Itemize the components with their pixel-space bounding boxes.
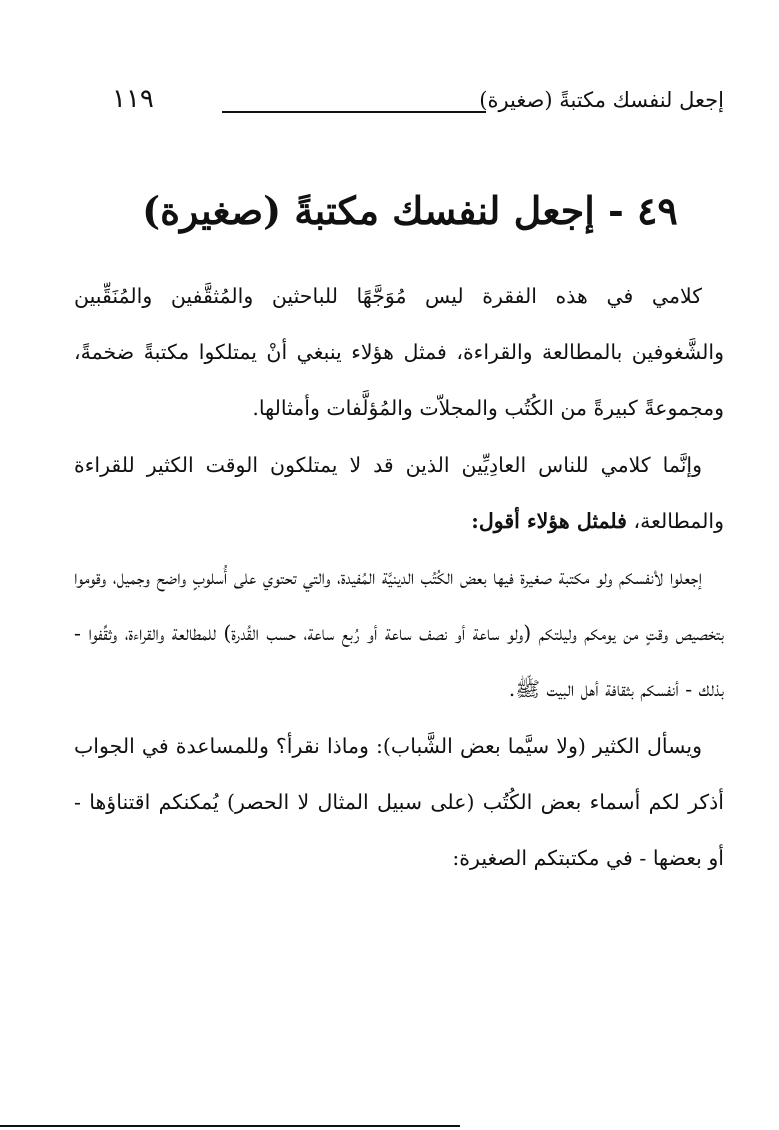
paragraph-1: كلامي في هذه الفقرة ليس مُوَجَّهًا للباحثين والمُثقَّفين والمُنَقِّبين والشَّغوفين بالمطالعة والقراءة، فمثل هؤلاء ينبغي أنْ يمتلكوا مكتبةً ضخمةً، ومجموعةً كبيرةً من الكُتُب والمجلاّت والمُؤلَّفات وأمثالها. <box>74 284 724 421</box>
paragraph-2-text: وإنَّما كلامي للناس العادِيِّين الذين قد لا يمتلكون الوقت الكثير للقراءة والمطالعة، <box>74 452 724 533</box>
header-rule <box>222 111 486 113</box>
footer-rule <box>0 1125 460 1127</box>
paragraph-3: إجعلوا لأنفسكم ولو مكتبة صغيرة فيها بعض الكُتُب الدينيَّة المُفيدة، والتي تحتوي على أُسلوبٍ واضح وجميل، وقوموا بتخصيص وقتٍ من يومكم وليلتكم (ولو ساعة أو نصف ساعة أو رُبع ساعة، حسب القُدرة) للمطالعة والقراءة، وثقِّفوا - بذلك - أنفسكم بثقافة أهل البيت ﷺ. <box>74 565 724 702</box>
page-number: ١١٩ <box>112 84 154 114</box>
running-header <box>112 84 724 124</box>
paragraph-4: ويسأل الكثير (ولا سيَّما بعض الشَّباب): وماذا نقرأ؟ وللمساعدة في الجواب أذكر لكم أسماء بعض الكُتُب (على سبيل المثال لا الحصر) يُمكنكم اقتناؤها - أو بعضها - في مكتبتكم الصغيرة: <box>74 733 724 871</box>
section-heading: ٤٩ - إجعل لنفسك مكتبةً (صغيرة) <box>142 188 678 233</box>
paragraph-2 <box>74 437 724 549</box>
paragraph-2-bold: فلمثل هؤلاء أقول: <box>471 508 627 533</box>
body-text <box>74 268 724 886</box>
running-title: إجعل لنفسك مكتبةً (صغيرة) <box>479 88 724 112</box>
